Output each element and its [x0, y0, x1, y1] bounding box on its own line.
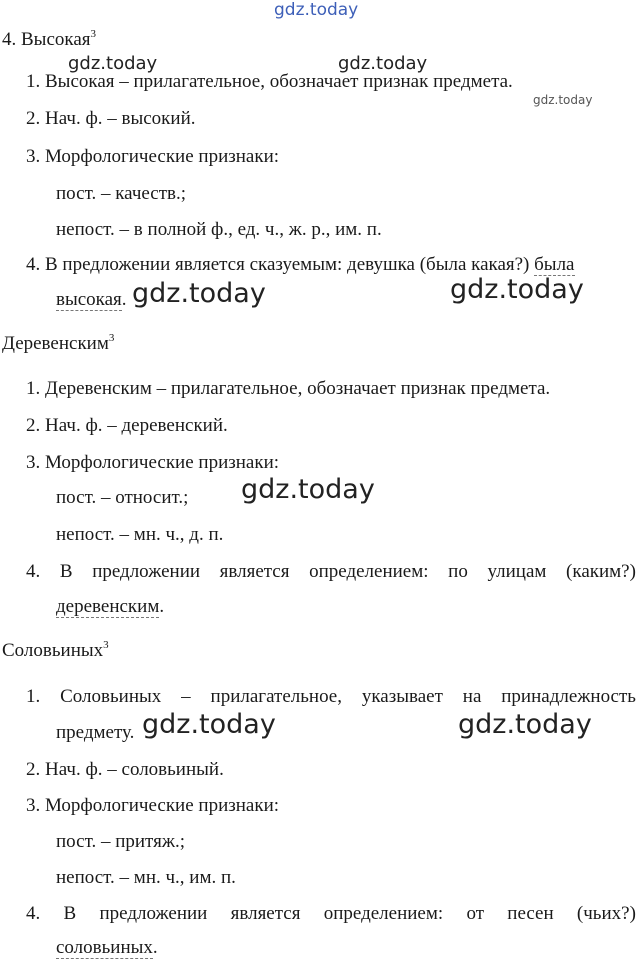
word-heading [2, 640, 109, 662]
word: – [181, 686, 191, 707]
word-heading-text: Деревенским [2, 333, 109, 354]
word: прилагательное, [210, 686, 342, 707]
word: является [219, 561, 290, 582]
word: определением: [309, 561, 429, 582]
word: 4. [26, 903, 41, 924]
punctuation: . [152, 937, 158, 958]
word-heading-text: Соловьиных [2, 640, 104, 661]
word: 1. [26, 686, 41, 707]
punctuation: . [159, 596, 165, 617]
word-heading [2, 333, 114, 355]
punctuation: . [121, 289, 127, 310]
word: является [230, 903, 301, 924]
list-item-continuation [56, 596, 164, 618]
underlined-word: высокая [56, 289, 122, 310]
list-item [26, 903, 636, 925]
item-text: 4. В предложении является сказуемым: девушка (была какая?) [26, 254, 530, 275]
list-item: 3. Морфологические признаки: [26, 452, 280, 473]
list-item: 3. Морфологические признаки: [26, 795, 280, 816]
list-item: 2. Нач. ф. – высокий. [26, 108, 196, 129]
watermark: gdz.today [458, 709, 592, 740]
word: определением: [323, 903, 444, 924]
word: (каким?) [566, 561, 636, 582]
list-item-continuation: предмету. [56, 722, 135, 743]
word: 4. [26, 561, 41, 582]
list-item: 2. Нач. ф. – соловьиный. [26, 759, 224, 780]
word: В [59, 561, 73, 582]
list-item [26, 254, 575, 276]
list-subitem: непост. – в полной ф., ед. ч., ж. р., им. п. [56, 219, 382, 240]
list-subitem: пост. – качеств.; [56, 183, 187, 204]
heading-superscript: 3 [108, 332, 115, 344]
word: песен [507, 903, 554, 924]
word: улицам [487, 561, 547, 582]
word: (чьих?) [576, 903, 636, 924]
underlined-word: была [534, 254, 575, 275]
list-item [26, 686, 636, 708]
word: Соловьиных [60, 686, 162, 707]
word: предложении [92, 561, 201, 582]
underlined-word: соловьиных [56, 937, 153, 958]
watermark: gdz.today [142, 709, 276, 740]
list-subitem: непост. – мн. ч., д. п. [56, 524, 224, 545]
word: на [462, 686, 482, 707]
list-subitem: пост. – относит.; [56, 487, 189, 508]
list-item-continuation [56, 937, 158, 959]
watermark: gdz.today [241, 474, 375, 505]
list-item: 1. Высокая – прилагательное, обозначает признак предмета. [26, 71, 513, 92]
word-heading-text: 4. Высокая [2, 29, 91, 50]
word: В [63, 903, 77, 924]
watermark: gdz.today [338, 53, 428, 74]
heading-superscript: 3 [103, 639, 109, 651]
list-item: 3. Морфологические признаки: [26, 146, 280, 167]
watermark-top: gdz.today [274, 0, 359, 20]
list-subitem: пост. – притяж.; [56, 831, 185, 852]
list-item [26, 561, 636, 583]
watermark: gdz.today [450, 274, 584, 305]
watermark: gdz.today [132, 278, 266, 309]
word: по [448, 561, 468, 582]
list-item-continuation [56, 289, 127, 311]
heading-superscript: 3 [90, 28, 96, 40]
list-item: 1. Деревенским – прилагательное, обозначает признак предмета. [26, 378, 551, 399]
underlined-word: деревенским [56, 596, 160, 617]
watermark: gdz.today [533, 93, 593, 107]
list-subitem: непост. – мн. ч., им. п. [56, 867, 236, 888]
word-heading [2, 29, 96, 51]
watermark: gdz.today [68, 53, 158, 74]
word: указывает [361, 686, 443, 707]
word: принадлежность [501, 686, 636, 707]
list-item: 2. Нач. ф. – деревенский. [26, 415, 228, 436]
word: предложении [99, 903, 208, 924]
word: от [466, 903, 485, 924]
